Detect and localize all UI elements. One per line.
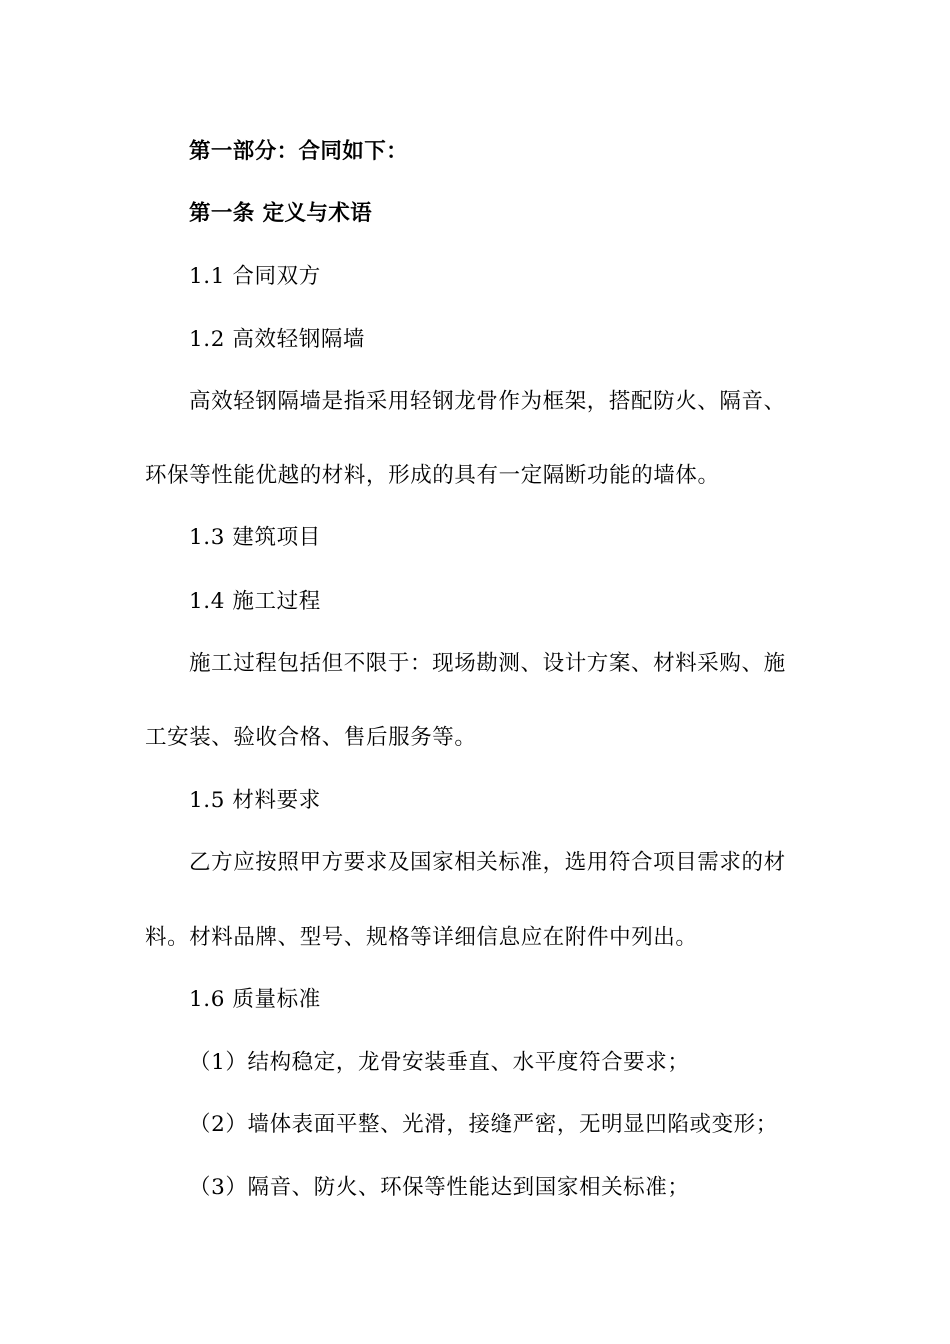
section-1-5-paragraph-line-1: 乙方应按照甲方要求及国家相关标准，选用符合项目需求的材 [189, 850, 786, 875]
section-1-5-heading: 1.5 材料要求 [189, 788, 321, 813]
section-1-4-paragraph-line-1: 施工过程包括但不限于：现场勘测、设计方案、材料采购、施 [189, 651, 786, 676]
section-1-1-heading: 1.1 合同双方 [189, 264, 321, 289]
section-1-4-heading: 1.4 施工过程 [189, 589, 321, 614]
section-1-2-heading: 1.2 高效轻钢隔墙 [189, 327, 366, 352]
part-heading: 第一部分：合同如下： [189, 139, 409, 164]
quality-standard-item-3: （3）隔音、防火、环保等性能达到国家相关标准； [189, 1175, 690, 1200]
section-1-2-paragraph-line-2: 环保等性能优越的材料，形成的具有一定隔断功能的墙体。 [145, 463, 720, 488]
quality-standard-item-2: （2）墙体表面平整、光滑，接缝严密，无明显凹陷或变形； [189, 1112, 778, 1137]
section-1-2-paragraph-line-1: 高效轻钢隔墙是指采用轻钢龙骨作为框架，搭配防火、隔音、 [189, 389, 786, 414]
section-1-5-paragraph-line-2: 料。材料品牌、型号、规格等详细信息应在附件中列出。 [145, 925, 698, 950]
section-1-6-heading: 1.6 质量标准 [189, 987, 321, 1012]
article-heading: 第一条 定义与术语 [189, 201, 373, 226]
section-1-3-heading: 1.3 建筑项目 [189, 525, 321, 550]
quality-standard-item-1: （1）结构稳定，龙骨安装垂直、水平度符合要求； [189, 1050, 690, 1075]
section-1-4-paragraph-line-2: 工安装、验收合格、售后服务等。 [145, 725, 477, 750]
